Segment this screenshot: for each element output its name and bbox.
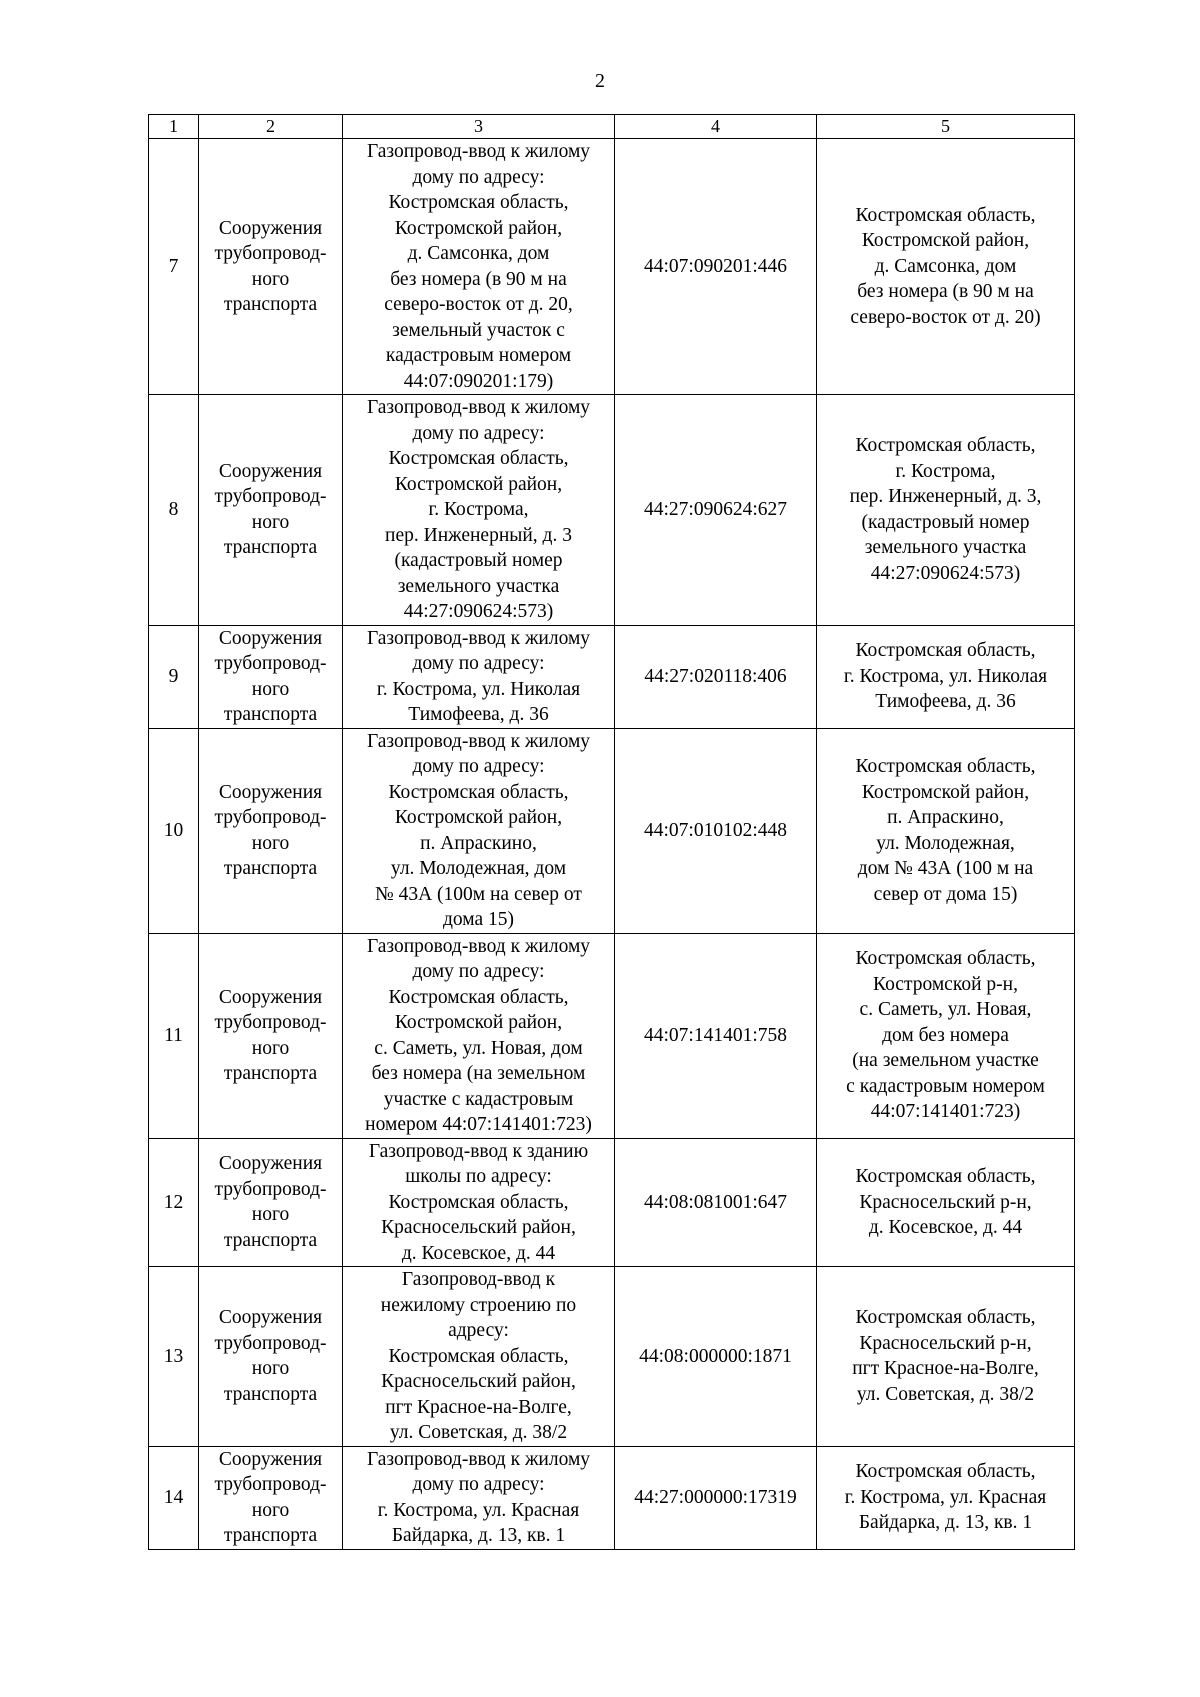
table-row: [149, 728, 1075, 933]
row-number-cell: 9: [149, 625, 199, 728]
column-header-3: 3: [343, 115, 615, 139]
object-name-cell: Газопровод-ввод к жилому дому по адресу: Костромская область, Костромской район, г. Кострома, пер. Инженерный, д. 3 (кадастровый номер земельного участка 44:27:090624:573): [343, 395, 615, 626]
object-type-cell: Сооружения трубопровод- ного транспорта: [199, 395, 343, 626]
table-row: [149, 933, 1075, 1138]
object-name-cell: Газопровод-ввод к жилому дому по адресу: Костромская область, Костромской район, д. Самсонка, дом без номера (в 90 м на северо-восток от д. 20, земельный участок с кадастровым номером 44:07:090201:179): [343, 139, 615, 395]
column-header-2: 2: [199, 115, 343, 139]
object-name-cell: Газопровод-ввод к жилому дому по адресу: г. Кострома, ул. Красная Байдарка, д. 13, кв. 1: [343, 1446, 615, 1549]
address-cell: Костромская область, Красносельский р-н, д. Косевское, д. 44: [817, 1138, 1075, 1267]
object-type-cell: Сооружения трубопровод- ного транспорта: [199, 933, 343, 1138]
cadastral-number-cell: 44:07:090201:446: [615, 139, 817, 395]
object-name-cell: Газопровод-ввод к жилому дому по адресу: Костромская область, Костромской район, с. Саметь, ул. Новая, дом без номера (на земельном участке с кадастровым номером 44:07:141401:723): [343, 933, 615, 1138]
page-number: 2: [595, 70, 605, 92]
cadastral-number-cell: 44:27:090624:627: [615, 395, 817, 626]
row-number-cell: 7: [149, 139, 199, 395]
address-cell: Костромская область, Костромской р-н, с. Саметь, ул. Новая, дом без номера (на земельном участке с кадастровым номером 44:07:141401:723): [817, 933, 1075, 1138]
row-number-cell: 12: [149, 1138, 199, 1267]
row-number-cell: 8: [149, 395, 199, 626]
object-name-cell: Газопровод-ввод к зданию школы по адресу: Костромская область, Красносельский район, д. Косевское, д. 44: [343, 1138, 615, 1267]
table-header: [149, 115, 1075, 139]
row-number-cell: 13: [149, 1267, 199, 1447]
address-cell: Костромская область, Костромской район, п. Апраскино, ул. Молодежная, дом № 43А (100 м на север от дома 15): [817, 728, 1075, 933]
cadastral-number-cell: 44:27:000000:17319: [615, 1446, 817, 1549]
column-header-1: 1: [149, 115, 199, 139]
address-cell: Костромская область, Костромской район, д. Самсонка, дом без номера (в 90 м на северо-восток от д. 20): [817, 139, 1075, 395]
object-type-cell: Сооружения трубопровод- ного транспорта: [199, 1446, 343, 1549]
object-type-cell: Сооружения трубопровод- ного транспорта: [199, 728, 343, 933]
object-type-cell: Сооружения трубопровод- ного транспорта: [199, 1267, 343, 1447]
column-header-5: 5: [817, 115, 1075, 139]
cadastral-number-cell: 44:27:020118:406: [615, 625, 817, 728]
address-cell: Костромская область, г. Кострома, пер. Инженерный, д. 3, (кадастровый номер земельного участка 44:27:090624:573): [817, 395, 1075, 626]
registry-table: [148, 114, 1075, 1550]
row-number-cell: 10: [149, 728, 199, 933]
column-header-4: 4: [615, 115, 817, 139]
table-row: [149, 1138, 1075, 1267]
table-row: [149, 1446, 1075, 1549]
object-name-cell: Газопровод-ввод к нежилому строению по адресу: Костромская область, Красносельский район, пгт Красное-на-Волге, ул. Советская, д. 38/2: [343, 1267, 615, 1447]
cadastral-number-cell: 44:07:141401:758: [615, 933, 817, 1138]
table-body: [149, 139, 1075, 1550]
cadastral-number-cell: 44:08:081001:647: [615, 1138, 817, 1267]
header-row: [149, 115, 1075, 139]
table-row: [149, 1267, 1075, 1447]
row-number-cell: 14: [149, 1446, 199, 1549]
address-cell: Костромская область, г. Кострома, ул. Красная Байдарка, д. 13, кв. 1: [817, 1446, 1075, 1549]
cadastral-number-cell: 44:07:010102:448: [615, 728, 817, 933]
object-type-cell: Сооружения трубопровод- ного транспорта: [199, 625, 343, 728]
address-cell: Костромская область, Красносельский р-н, пгт Красное-на-Волге, ул. Советская, д. 38/2: [817, 1267, 1075, 1447]
object-type-cell: Сооружения трубопровод- ного транспорта: [199, 139, 343, 395]
address-cell: Костромская область, г. Кострома, ул. Николая Тимофеева, д. 36: [817, 625, 1075, 728]
table-row: [149, 139, 1075, 395]
row-number-cell: 11: [149, 933, 199, 1138]
table-row: [149, 395, 1075, 626]
object-name-cell: Газопровод-ввод к жилому дому по адресу: Костромская область, Костромской район, п. Апраскино, ул. Молодежная, дом № 43А (100м на север от дома 15): [343, 728, 615, 933]
cadastral-number-cell: 44:08:000000:1871: [615, 1267, 817, 1447]
object-type-cell: Сооружения трубопровод- ного транспорта: [199, 1138, 343, 1267]
table-row: [149, 625, 1075, 728]
object-name-cell: Газопровод-ввод к жилому дому по адресу: г. Кострома, ул. Николая Тимофеева, д. 36: [343, 625, 615, 728]
